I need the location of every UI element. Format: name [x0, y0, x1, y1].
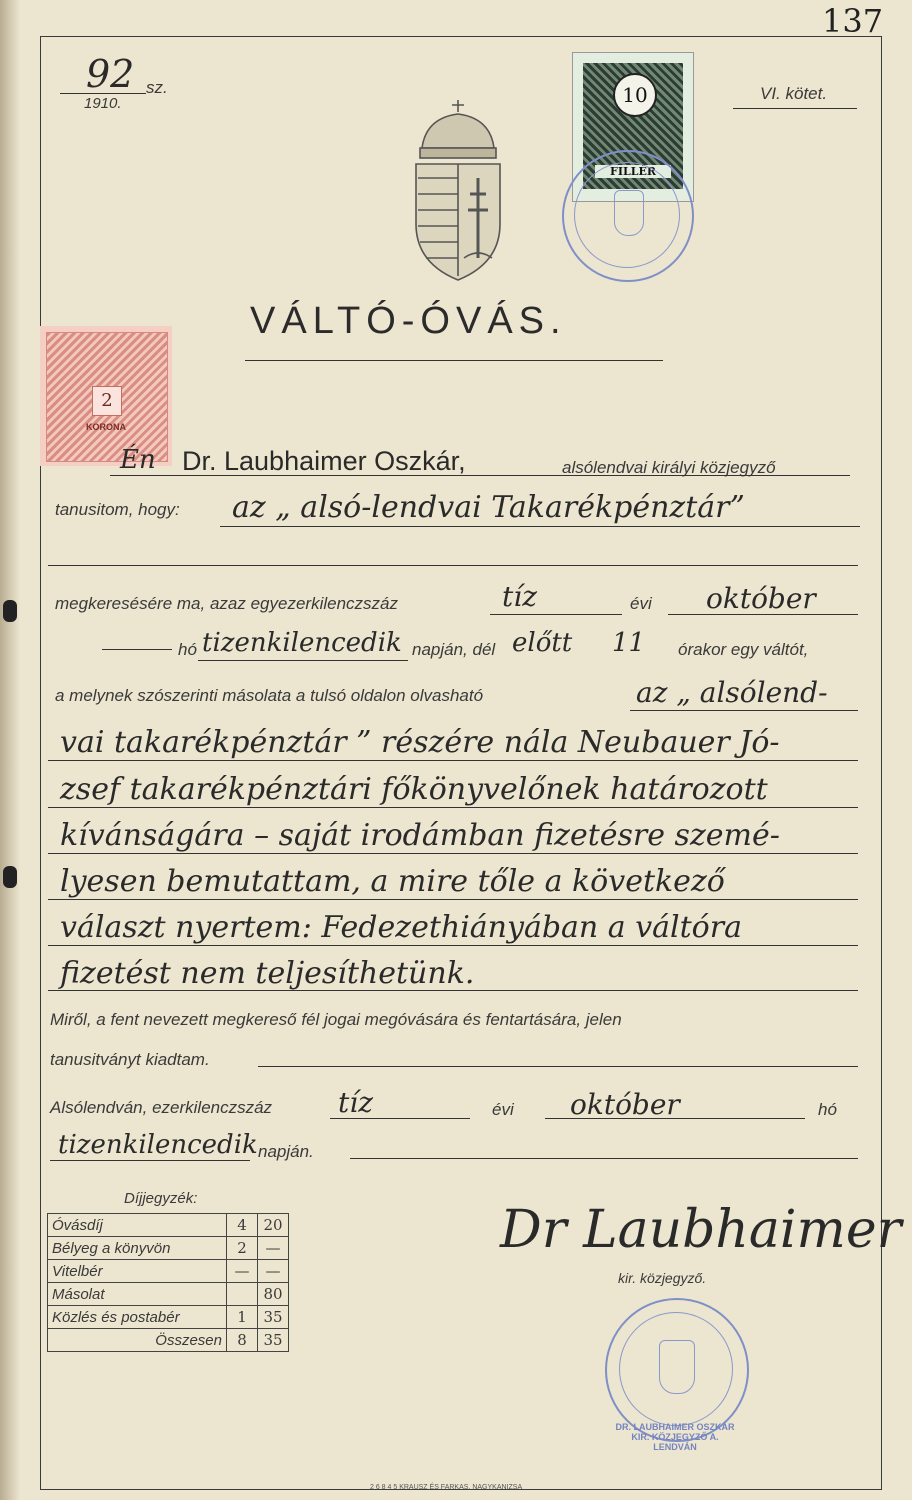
month-hand: október — [706, 582, 816, 615]
fee-label: Közlés és postabér — [48, 1306, 227, 1329]
notary-seal-bottom — [605, 1298, 749, 1452]
delelott-hand: előtt — [512, 628, 573, 658]
stamp-value-2: 2 — [92, 386, 122, 416]
tanusitom-label: tanusitom, hogy: — [55, 500, 180, 519]
binding-hole-bottom — [3, 866, 17, 888]
tanusitvanyt-label: tanusitványt kiadtam. — [50, 1050, 210, 1069]
document-number-hand: 92 — [86, 52, 135, 96]
fee-filler: — — [258, 1237, 289, 1260]
megkeresesere-label: megkeresésére ma, azaz egyezerkilenczszáz — [55, 594, 398, 613]
hand-line-5: lyesen bemutattam, a mire tőle a következő — [60, 864, 725, 899]
ho-label: hó — [178, 640, 197, 659]
hand-line-4: kívánságára – saját irodámban fizetésre szemé- — [60, 818, 780, 853]
fee-total-filler: 35 — [258, 1329, 289, 1352]
signature-title: kir. közjegyző. — [618, 1270, 707, 1286]
printer-footer: 2 6 8 4 5 KRAUSZ ÉS FARKAS, NAGYKANIZSA — [370, 1484, 523, 1491]
document-title: VÁLTÓ-ÓVÁS. — [250, 300, 567, 342]
seal-text: DR. LAUBHAIMER OSZKÁR KIR. KÖZJEGYZŐ A. LENDVÁN — [615, 1422, 735, 1452]
fees-row — [48, 1237, 289, 1260]
hour-hand: 11 — [612, 628, 646, 658]
stamp-unit-filler: FILLÉR — [595, 165, 671, 178]
fee-filler: 20 — [258, 1214, 289, 1237]
page-number: 137 — [822, 2, 884, 40]
fee-korona: 2 — [227, 1237, 258, 1260]
hand-line-3: zsef takarékpénztári főkönyvelőnek határozott — [60, 772, 768, 807]
fees-total-row — [48, 1329, 289, 1352]
fees-heading: Díjjegyzék: — [124, 1190, 198, 1207]
hand-line-1: az „ alsólend- — [636, 676, 828, 709]
fees-row — [48, 1306, 289, 1329]
fees-table — [47, 1213, 289, 1352]
fee-filler: — — [258, 1260, 289, 1283]
notary-signature: Dr Laubhaimer — [500, 1200, 902, 1260]
stamp-unit-korona: KORONA — [86, 422, 126, 432]
closing-ho-label: hó — [818, 1100, 837, 1119]
orakor-label: órakor egy váltót, — [678, 640, 809, 659]
notary-name: Dr. Laubhaimer Oszkár, — [182, 446, 466, 476]
fees-row — [48, 1214, 289, 1237]
evi-label: évi — [630, 594, 652, 613]
closing-day-hand: tizenkilencedik — [58, 1130, 258, 1160]
binding-hole-top — [3, 600, 17, 622]
requester-hand: az „ alsó-lendvai Takarékpénztár” — [232, 490, 745, 525]
hand-line-7: fizetést nem teljesíthetünk. — [60, 956, 475, 991]
melynek-label: a melynek szószerinti másolata a tulsó oldalon olvasható — [55, 686, 484, 705]
fee-korona — [227, 1283, 258, 1306]
closing-month-hand: október — [570, 1088, 680, 1121]
mirol-text: Miről, a fent nevezett megkereső fél jogai megóvására és fentartására, jelen — [50, 1010, 622, 1029]
closing-year-hand: tíz — [338, 1086, 373, 1119]
fee-korona: — — [227, 1260, 258, 1283]
notary-seal-top — [562, 150, 694, 282]
fee-filler: 80 — [258, 1283, 289, 1306]
fee-label: Másolat — [48, 1283, 227, 1306]
page-binding-shadow — [0, 0, 20, 1500]
fee-korona: 4 — [227, 1214, 258, 1237]
hand-line-2: vai takarékpénztár ” részére nála Neubauer Jó- — [60, 725, 780, 760]
fee-label: Bélyeg a könyvön — [48, 1237, 227, 1260]
place-prefix: Alsólendván, ezerkilenczszáz — [50, 1098, 273, 1117]
day-hand: tizenkilencedik — [202, 628, 402, 658]
fee-total-label: Összesen — [48, 1329, 227, 1352]
en-hand: Én — [120, 445, 156, 475]
number-suffix: sz. — [146, 78, 168, 97]
volume-label: VI. kötet. — [760, 84, 828, 103]
year-label: 1910. — [84, 95, 122, 112]
fees-row — [48, 1283, 289, 1306]
notary-title: alsólendvai királyi közjegyző — [562, 458, 776, 477]
stamp-value-10: 10 — [613, 73, 657, 117]
napjan-del-label: napján, dél — [412, 640, 496, 659]
fee-korona: 1 — [227, 1306, 258, 1329]
closing-evi-label: évi — [492, 1100, 514, 1119]
hand-line-6: választ nyertem: Fedezethiányában a váltóra — [60, 910, 742, 945]
closing-napjan-label: napján. — [258, 1142, 314, 1161]
fee-label: Óvásdíj — [48, 1214, 227, 1237]
fees-row — [48, 1260, 289, 1283]
fee-label: Vitelbér — [48, 1260, 227, 1283]
fee-total-korona: 8 — [227, 1329, 258, 1352]
coat-of-arms-icon — [408, 98, 508, 284]
year-hand: tíz — [502, 580, 537, 613]
fee-filler: 35 — [258, 1306, 289, 1329]
